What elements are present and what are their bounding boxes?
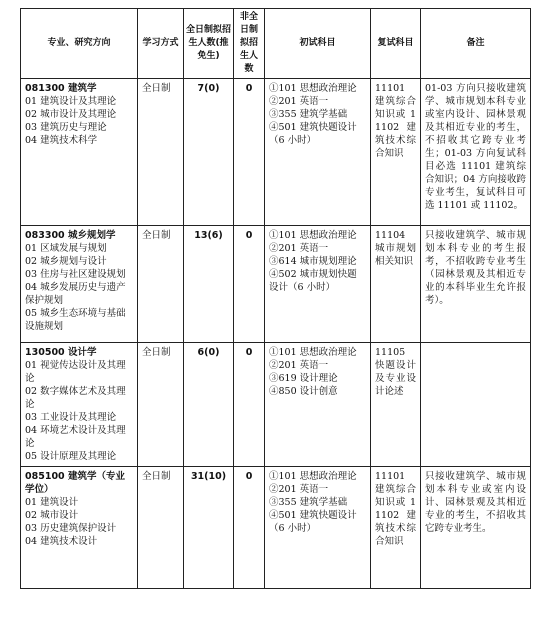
header-notes: 备注 <box>421 9 531 79</box>
fulltime-quota-cell: 31(10) <box>184 467 234 589</box>
exam-item: ④501 建筑快题设计（6 小时） <box>269 122 357 146</box>
admissions-table <box>20 8 531 589</box>
header-fulltime-quota: 全日制拟招生人数(推免生) <box>184 9 234 79</box>
direction-cell <box>21 79 138 226</box>
direction-item: 04 建筑技术科学 <box>25 135 98 146</box>
header-row <box>21 9 531 79</box>
exam-cell <box>265 79 371 226</box>
direction-item: 05 城乡生态环境与基础设施规划 <box>25 308 126 332</box>
exam-item: ②201 英语一 <box>269 484 329 495</box>
major-name: 130500 设计学 <box>25 347 97 358</box>
notes-cell <box>421 343 531 467</box>
fulltime-quota-cell: 7(0) <box>184 79 234 226</box>
exam-item: ③619 设计理论 <box>269 373 338 384</box>
mode-cell: 全日制 <box>138 79 184 226</box>
header-direction: 专业、研究方向 <box>21 9 138 79</box>
exam-item: ③355 建筑学基础 <box>269 497 348 508</box>
parttime-quota-cell: 0 <box>234 226 265 343</box>
exam-cell <box>265 226 371 343</box>
direction-item: 03 住房与社区建设规划 <box>25 269 126 280</box>
major-name: 081300 建筑学 <box>25 83 97 94</box>
exam-item: ②201 英语一 <box>269 360 329 371</box>
table-row <box>21 226 531 343</box>
major-name: 083300 城乡规划学 <box>25 230 116 241</box>
mode-cell: 全日制 <box>138 467 184 589</box>
exam-item: ④502 城市规划快题设计（6 小时） <box>269 269 357 293</box>
mode-cell: 全日制 <box>138 343 184 467</box>
notes-cell: 01-03 方向只接收建筑学、城市规划本科专业或室内设计、园林景观及其相近专业的考生，不招收其它跨专业考生；01-03 方向复试科目必选 11101 建筑综合知识；04 方向接收跨专业考生，复试科目可选 11101 或 11102。 <box>421 79 531 226</box>
notes-cell: 只接收建筑学、城市规划本科专业的考生报考，不招收跨专业考生（园林景观及其相近专业的本科毕业生允许报考）。 <box>421 226 531 343</box>
major-name: 085100 建筑学（专业学位） <box>25 471 125 495</box>
table-row <box>21 343 531 467</box>
exam-item: ③614 城市规划理论 <box>269 256 357 267</box>
header-retest: 复试科目 <box>371 9 421 79</box>
header-mode: 学习方式 <box>138 9 184 79</box>
exam-item: ④501 建筑快题设计（6 小时） <box>269 510 357 534</box>
exam-cell <box>265 467 371 589</box>
direction-item: 02 城市设计及其理论 <box>25 109 117 120</box>
exam-item: ②201 英语一 <box>269 96 329 107</box>
direction-item: 03 建筑历史与理论 <box>25 122 107 133</box>
exam-cell <box>265 343 371 467</box>
parttime-quota-cell: 0 <box>234 467 265 589</box>
direction-item: 05 设计原理及其理论 <box>25 451 117 462</box>
exam-item: ②201 英语一 <box>269 243 329 254</box>
direction-cell <box>21 343 138 467</box>
direction-item: 02 城乡规划与设计 <box>25 256 107 267</box>
direction-item: 03 工业设计及其理论 <box>25 412 117 423</box>
direction-item: 02 数字媒体艺术及其理论 <box>25 386 126 410</box>
direction-item: 01 建筑设计 <box>25 497 79 508</box>
direction-item: 04 环境艺术设计及其理论 <box>25 425 126 449</box>
header-initial-exam: 初试科目 <box>265 9 371 79</box>
table-row <box>21 79 531 226</box>
exam-item: ④850 设计创意 <box>269 386 338 397</box>
mode-cell: 全日制 <box>138 226 184 343</box>
parttime-quota-cell: 0 <box>234 79 265 226</box>
header-parttime-quota: 非全日制拟招生人数 <box>234 9 265 79</box>
table-row <box>21 467 531 589</box>
parttime-quota-cell: 0 <box>234 343 265 467</box>
direction-cell <box>21 467 138 589</box>
direction-item: 04 城乡发展历史与遗产保护规划 <box>25 282 126 306</box>
exam-item: ①101 思想政治理论 <box>269 230 357 241</box>
retest-cell: 11101 建筑综合知识或 11102 建筑技术综合知识 <box>371 467 421 589</box>
fulltime-quota-cell: 6(0) <box>184 343 234 467</box>
direction-item: 02 城市设计 <box>25 510 79 521</box>
direction-item: 01 区域发展与规划 <box>25 243 107 254</box>
direction-item: 03 历史建筑保护设计 <box>25 523 117 534</box>
exam-item: ①101 思想政治理论 <box>269 83 357 94</box>
fulltime-quota-cell: 13(6) <box>184 226 234 343</box>
direction-item: 04 建筑技术设计 <box>25 536 98 547</box>
direction-cell <box>21 226 138 343</box>
exam-item: ①101 思想政治理论 <box>269 347 357 358</box>
retest-cell: 11105 快题设计及专业设计论述 <box>371 343 421 467</box>
notes-cell: 只接收建筑学、城市规划本科专业或室内设计、园林景观及其相近专业的考生，不招收其它跨专业考生。 <box>421 467 531 589</box>
direction-item: 01 建筑设计及其理论 <box>25 96 117 107</box>
retest-cell: 11101 建筑综合知识或 11102 建筑技术综合知识 <box>371 79 421 226</box>
exam-item: ①101 思想政治理论 <box>269 471 357 482</box>
retest-cell: 11104 城市规划相关知识 <box>371 226 421 343</box>
exam-item: ③355 建筑学基础 <box>269 109 348 120</box>
direction-item: 01 视觉传达设计及其理论 <box>25 360 126 384</box>
